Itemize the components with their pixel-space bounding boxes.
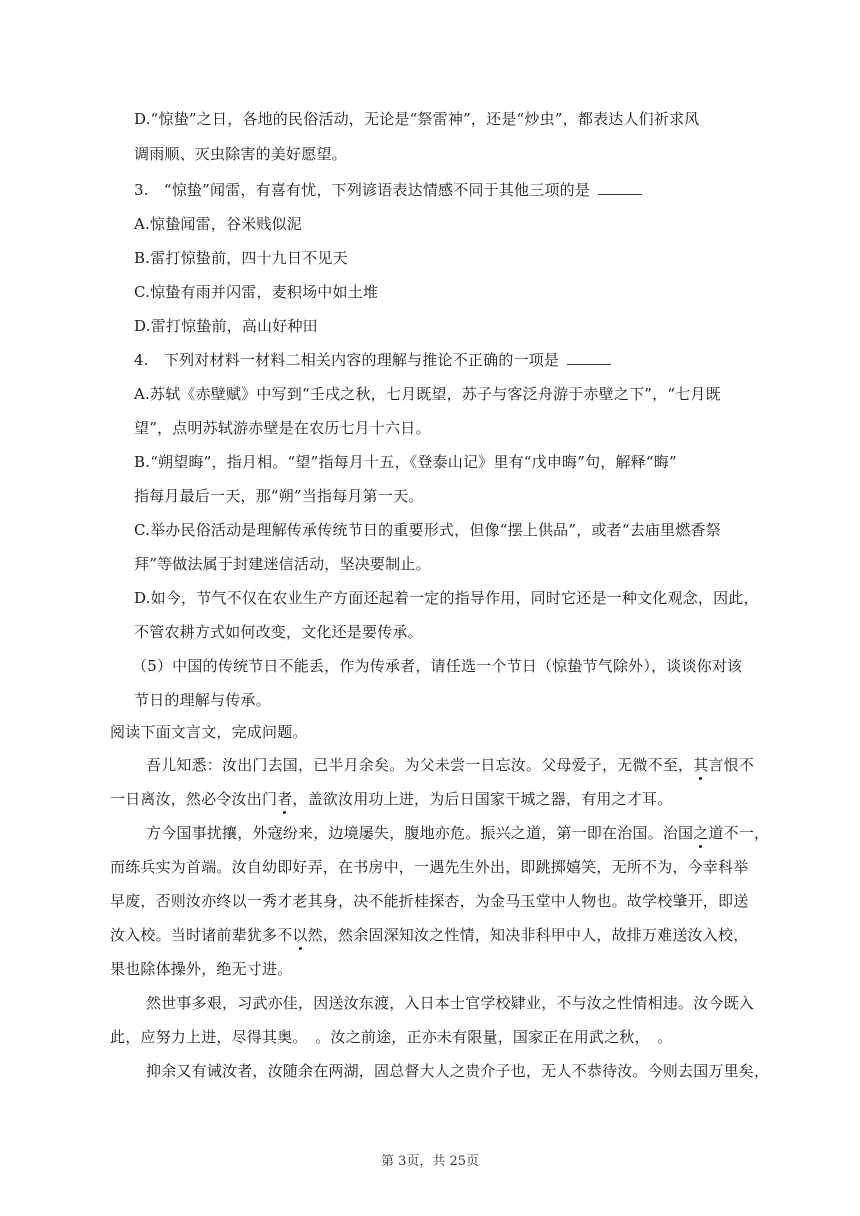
question-5-line1: （5）中国的传统节日不能丢，作为传承者，请任选一个节日（惊蛰节气除外），谈谈你对该	[132, 657, 743, 675]
passage-line-9: 此，应努力上进，尽得其奥。 。汝之前途，正亦未有限量，国家正在用武之秋， 。	[110, 1028, 673, 1046]
option-c-q4-line2: 拜”等做法属于封建迷信活动，坚决要制止。	[134, 555, 431, 573]
passage-line-5: 早废，否则汝亦终以一秀才老其身，决不能折桂探杏，为金马玉堂中人物也。故学校肇开，即送	[110, 892, 749, 910]
option-d-q4-line1: D.如今，节气不仅在农业生产方面还起着一定的指导作用，同时它还是一种文化观念，因此，	[134, 589, 759, 607]
emphasis-dot-char: 其	[693, 756, 709, 774]
option-a-q4-line1: A.苏轼《赤壁赋》中写到“壬戌之秋，七月既望，苏子与客泛舟游于赤壁之下”，“七月既	[134, 385, 721, 403]
passage-line-2	[110, 789, 672, 809]
option-d-q3: D.雷打惊蛰前，高山好种田	[134, 317, 318, 335]
passage-line-3	[146, 823, 769, 843]
emphasis-dot-char: 者	[277, 790, 293, 808]
option-c-q3: C.惊蛰有雨并闪雷，麦积场中如土堆	[134, 283, 379, 301]
passage-line-1	[146, 755, 754, 775]
question-4-line	[134, 350, 611, 370]
option-a-q3: A.惊蛰闻雷，谷米贱似泥	[134, 215, 303, 233]
emphasis-dot-char: 以	[292, 926, 308, 944]
question-3-text: 3. “惊蛰”闻雷，有喜有忧，下列谚语表达情感不同于其他三项的是	[134, 181, 591, 199]
question-4-text: 4. 下列对材料一材料二相关内容的理解与推论不正确的一项是	[134, 351, 560, 369]
answer-blank	[567, 350, 611, 365]
passage-text: 道不一，	[708, 824, 770, 842]
passage-line-8: 然世事多艰，习武亦佳，因送汝东渡，入日本士官学校肄业，不与汝之性情相违。汝今既入	[146, 994, 755, 1012]
passage-text: 然，然余固深知汝之性情，知决非科甲中人，故排万难送汝入校，	[307, 926, 749, 944]
question-5-line2: 节日的理解与传承。	[134, 691, 271, 709]
passage-line-10: 抑余又有诫汝者，汝随余在两湖，固总督大人之贵介子也，无人不恭待汝。今则去国万里矣，	[146, 1062, 770, 1080]
emphasis-dot-char: 之	[693, 824, 709, 842]
option-d-q2-line1: D.“惊蛰”之日，各地的民俗活动，无论是“祭雷神”，还是“炒虫”，都表达人们祈求风	[134, 110, 700, 128]
option-a-q4-line2: 望”，点明苏轼游赤壁是在农历七月十六日。	[134, 419, 431, 437]
passage-text: 一日离汝，然必令汝出门	[110, 790, 278, 808]
option-d-q2-line2: 调雨顺、灭虫除害的美好愿望。	[134, 145, 347, 163]
passage-text: 吾儿知悉：汝出门去国，已半月余矣。为父未尝一日忘汝。父母爱子，无微不至，	[146, 756, 694, 774]
passage-text: 汝入校。当时诸前辈犹多不	[110, 926, 293, 944]
page-number-footer: 第 3页，共 25页	[380, 1154, 480, 1169]
section-instruction: 阅读下面文言文，完成问题。	[110, 723, 308, 741]
option-c-q4-line1: C.举办民俗活动是理解传承传统节日的重要形式，但像“摆上供品”，或者“去庙里燃香祭	[134, 521, 721, 539]
passage-text: 言恨不	[708, 756, 755, 774]
passage-text: 方今国事扰攘，外寇纷来，边境屡失，腹地亦危。振兴之道，第一即在治国。治国	[146, 824, 694, 842]
option-b-q3: B.雷打惊蛰前，四十九日不见天	[134, 249, 348, 267]
passage-text: ，盖欲汝用功上进，为后日国家干城之器，有用之才耳。	[292, 790, 673, 808]
passage-line-6	[110, 925, 748, 945]
passage-line-4: 而练兵实为首端。汝自幼即好弄，在书房中，一遇先生外出，即跳掷嬉笑，无所不为，今幸科举	[110, 858, 749, 876]
answer-blank	[598, 180, 642, 195]
passage-line-7: 果也除体操外，绝无寸进。	[110, 960, 293, 978]
question-3-line	[134, 180, 642, 200]
option-d-q4-line2: 不管农耕方式如何改变，文化还是要传承。	[134, 623, 423, 641]
option-b-q4-line1: B.“朔望晦”，指月相。“望”指每月十五，《登泰山记》里有“戊申晦”句，解释“晦”	[134, 453, 677, 471]
option-b-q4-line2: 指每月最后一天，那“朔”当指每月第一天。	[134, 487, 424, 505]
